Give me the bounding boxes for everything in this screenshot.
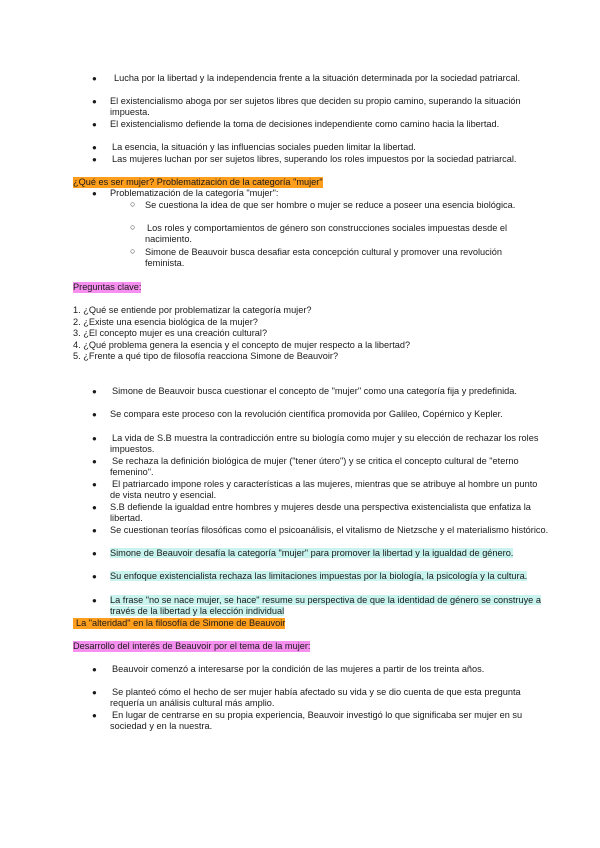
- list-item-highlighted: ● Simone de Beauvoir desafía la categoría "mujer" para promover la libertad y la igualdad de género.: [92, 548, 514, 558]
- list-item: ● Se compara este proceso con la revolución científica promovida por Galileo, Copérnico y Kepler.: [92, 409, 503, 419]
- list-item: ● Se rechaza la definición biológica de mujer ("tener útero") y se critica el concepto cultural de "eterno femenino".: [92, 456, 519, 477]
- list-item: ● El existencialismo defiende la toma de decisiones independiente como camino hacia la libertad.: [92, 119, 500, 129]
- list-item: ● El patriarcado impone roles y características a las mujeres, mientras que se atribuye al hombre un punto de vista neutro y esencial.: [92, 479, 538, 500]
- list-item: ● La vida de S.B muestra la contradicción entre su biología como mujer y su elección de rechazar los roles impuestos.: [92, 433, 539, 454]
- section-heading: Desarrollo del interés de Beauvoir por el tema de la mujer:: [73, 641, 311, 651]
- list-item-highlighted: ● Su enfoque existencialista rechaza las limitaciones impuestas por la biología, la psicología y la cultura.: [92, 571, 528, 581]
- list-item: ● Las mujeres luchan por ser sujetos libres, superando los roles impuestos por la sociedad patriarcal.: [92, 154, 517, 164]
- question-item: 2. ¿Existe una esencia biológica de la mujer?: [73, 317, 258, 327]
- question-item: 5. ¿Frente a qué tipo de filosofía reacciona Simone de Beauvoir?: [73, 351, 339, 361]
- sub-list-item: ○ Se cuestiona la idea de que ser hombre o mujer se reduce a poseer una esencia biológica.: [130, 199, 516, 210]
- list-item-highlighted: ● La frase "no se nace mujer, se hace" resume su perspectiva de que la identidad de género se construye a través de la libertad y la elección individual: [92, 595, 541, 616]
- question-item: 3. ¿El concepto mujer es una creación cultural?: [73, 328, 268, 338]
- question-item: 4. ¿Qué problema genera la esencia y el concepto de mujer respecto a la libertad?: [73, 340, 411, 350]
- list-item: ● El existencialismo aboga por ser sujetos libres que deciden su propio camino, superando la situación impuesta.: [92, 96, 521, 117]
- section-heading: La "alteridad" en la filosofía de Simone de Beauvoir: [73, 618, 285, 629]
- question-item: 1. ¿Qué se entiende por problematizar la categoría mujer?: [73, 305, 312, 315]
- sub-list-item: ○ Los roles y comportamientos de género son construcciones sociales impuestas desde el nacimiento.: [130, 222, 508, 244]
- list-item: ● Se planteó cómo el hecho de ser mujer había afectado su vida y se dio cuenta de que esta pregunta requería un análisis cultural más amplio.: [92, 687, 521, 708]
- sub-list-item: ○ Simone de Beauvoir busca desafiar esta concepción cultural y promover una revolución feminista.: [130, 246, 502, 268]
- list-item: ● Simone de Beauvoir busca cuestionar el concepto de "mujer" como una categoría fija y predefinida.: [92, 386, 517, 396]
- section-heading: Preguntas clave:: [73, 282, 142, 292]
- list-item: ● S.B defiende la igualdad entre hombres y mujeres desde una perspectiva existencialista que enfatiza la libertad.: [92, 502, 531, 523]
- section-heading: ¿Qué es ser mujer? Problematización de la categoría "mujer": [73, 177, 323, 187]
- list-item: ● Se cuestionan teorías filosóficas como el psicoanálisis, el vitalismo de Nietzsche y el materialismo histórico.: [92, 525, 549, 535]
- list-item: ● En lugar de centrarse en su propia experiencia, Beauvoir investigó lo que significaba ser mujer en su sociedad y en la nuestra.: [92, 710, 523, 731]
- list-item: ● Problematización de la categoría "mujer":: [92, 188, 279, 198]
- list-item: ● Beauvoir comenzó a interesarse por la condición de las mujeres a partir de los treinta años.: [92, 664, 485, 674]
- list-item: ● La esencia, la situación y las influencias sociales pueden limitar la libertad.: [92, 142, 416, 152]
- list-item: ● Lucha por la libertad y la independencia frente a la situación determinada por la sociedad patriarcal.: [92, 73, 521, 83]
